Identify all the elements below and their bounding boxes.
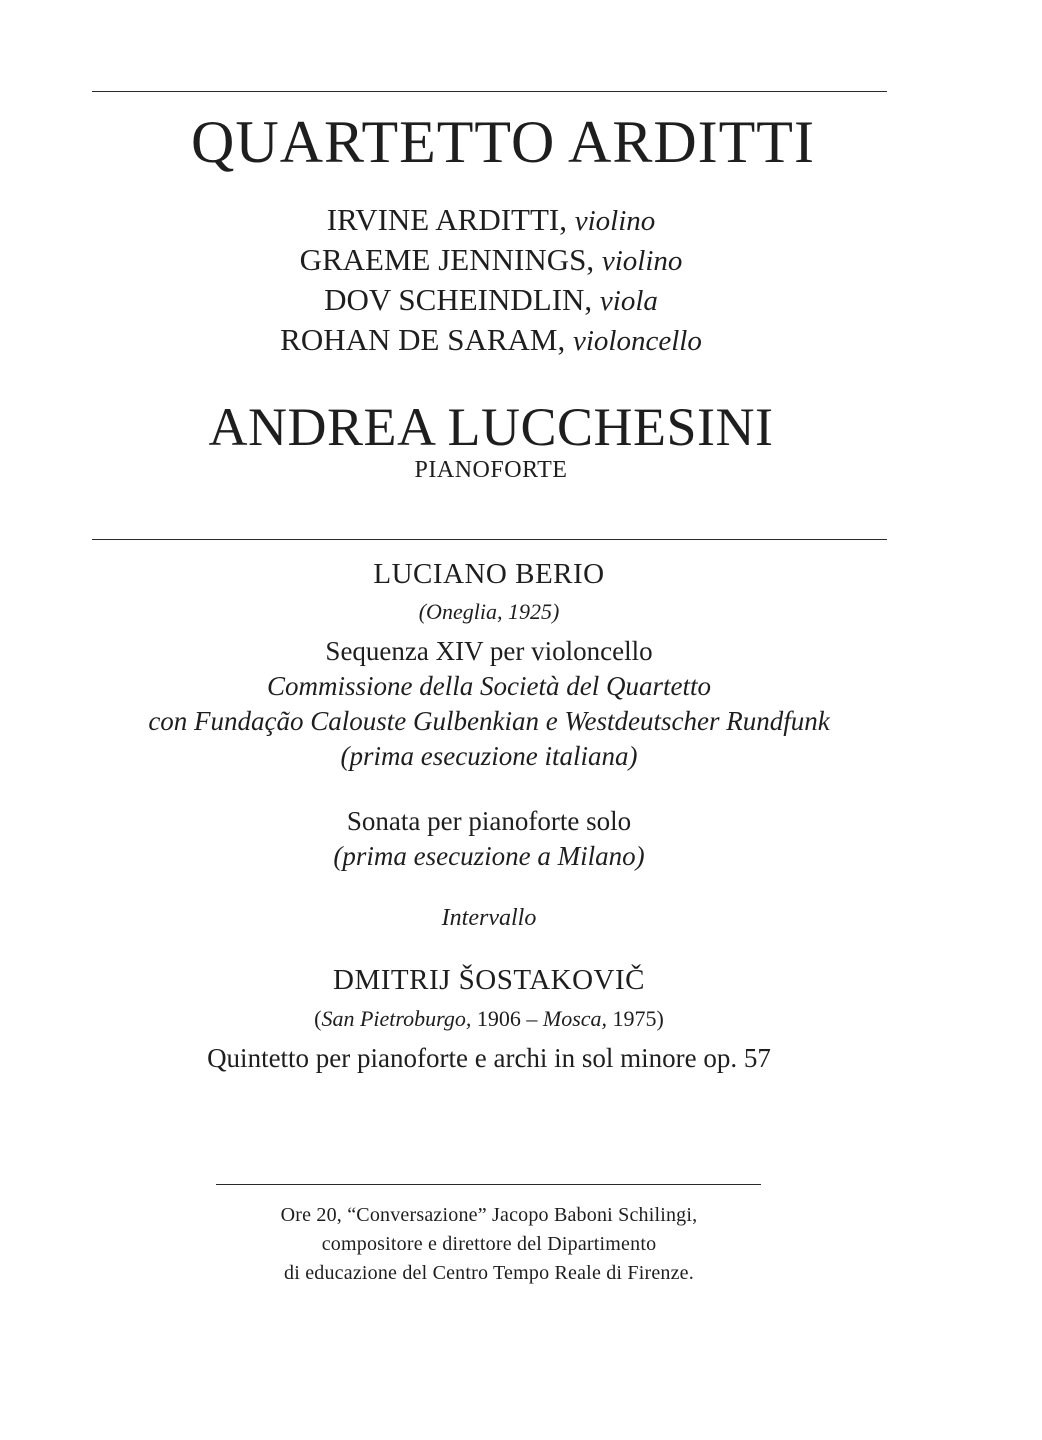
footer-divider: [216, 1184, 761, 1185]
member-name: IRVINE ARDITTI,: [326, 202, 567, 237]
birthplace: San Pietroburgo,: [321, 1006, 472, 1031]
work-note: (prima esecuzione a Milano): [333, 841, 645, 871]
program-divider: [92, 539, 887, 540]
member-line: [0, 244, 1012, 276]
member-instrument: violino: [574, 205, 656, 237]
top-divider: [92, 91, 887, 92]
work-title: Sequenza XIV per violoncello: [325, 636, 653, 666]
deathplace: Mosca,: [542, 1006, 608, 1031]
composer-name: DMITRIJ ŠOSTAKOVIČ: [333, 964, 645, 996]
composer-dates: (Oneglia, 1925): [418, 599, 560, 624]
ensemble-title: QUARTETTO ARDITTI: [191, 109, 815, 175]
work-commission: con Fundação Calouste Gulbenkian e Westdeutscher Rundfunk: [148, 706, 830, 736]
member-line: [0, 204, 1012, 236]
work-note: (prima esecuzione italiana): [340, 741, 638, 771]
work-title: Quintetto per pianoforte e archi in sol minore op. 57: [207, 1043, 771, 1073]
member-name: ROHAN DE SARAM,: [280, 322, 566, 357]
interval-label: Intervallo: [441, 905, 537, 931]
footer-note-line: di educazione del Centro Tempo Reale di Firenze.: [284, 1262, 694, 1284]
composer-name: LUCIANO BERIO: [373, 558, 605, 590]
member-instrument: violino: [601, 245, 683, 277]
composer-dates: (San Pietroburgo, 1906 – Mosca, 1975): [314, 1006, 664, 1031]
work-commission: Commissione della Società del Quartetto: [267, 671, 711, 701]
work-title: Sonata per pianoforte solo: [346, 806, 632, 836]
member-line: [0, 324, 1012, 356]
member-line: [0, 284, 1012, 316]
member-instrument: violoncello: [572, 325, 702, 357]
member-name: DOV SCHEINDLIN,: [324, 282, 593, 317]
member-instrument: viola: [599, 285, 658, 317]
soloist-instrument: PIANOFORTE: [414, 457, 568, 483]
footer-note-line: compositore e direttore del Dipartimento: [321, 1233, 657, 1255]
soloist-name: ANDREA LUCCHESINI: [208, 397, 774, 457]
member-name: GRAEME JENNINGS,: [299, 242, 595, 277]
footer-note-line: Ore 20, “Conversazione” Jacopo Baboni Schilingi,: [280, 1204, 698, 1226]
